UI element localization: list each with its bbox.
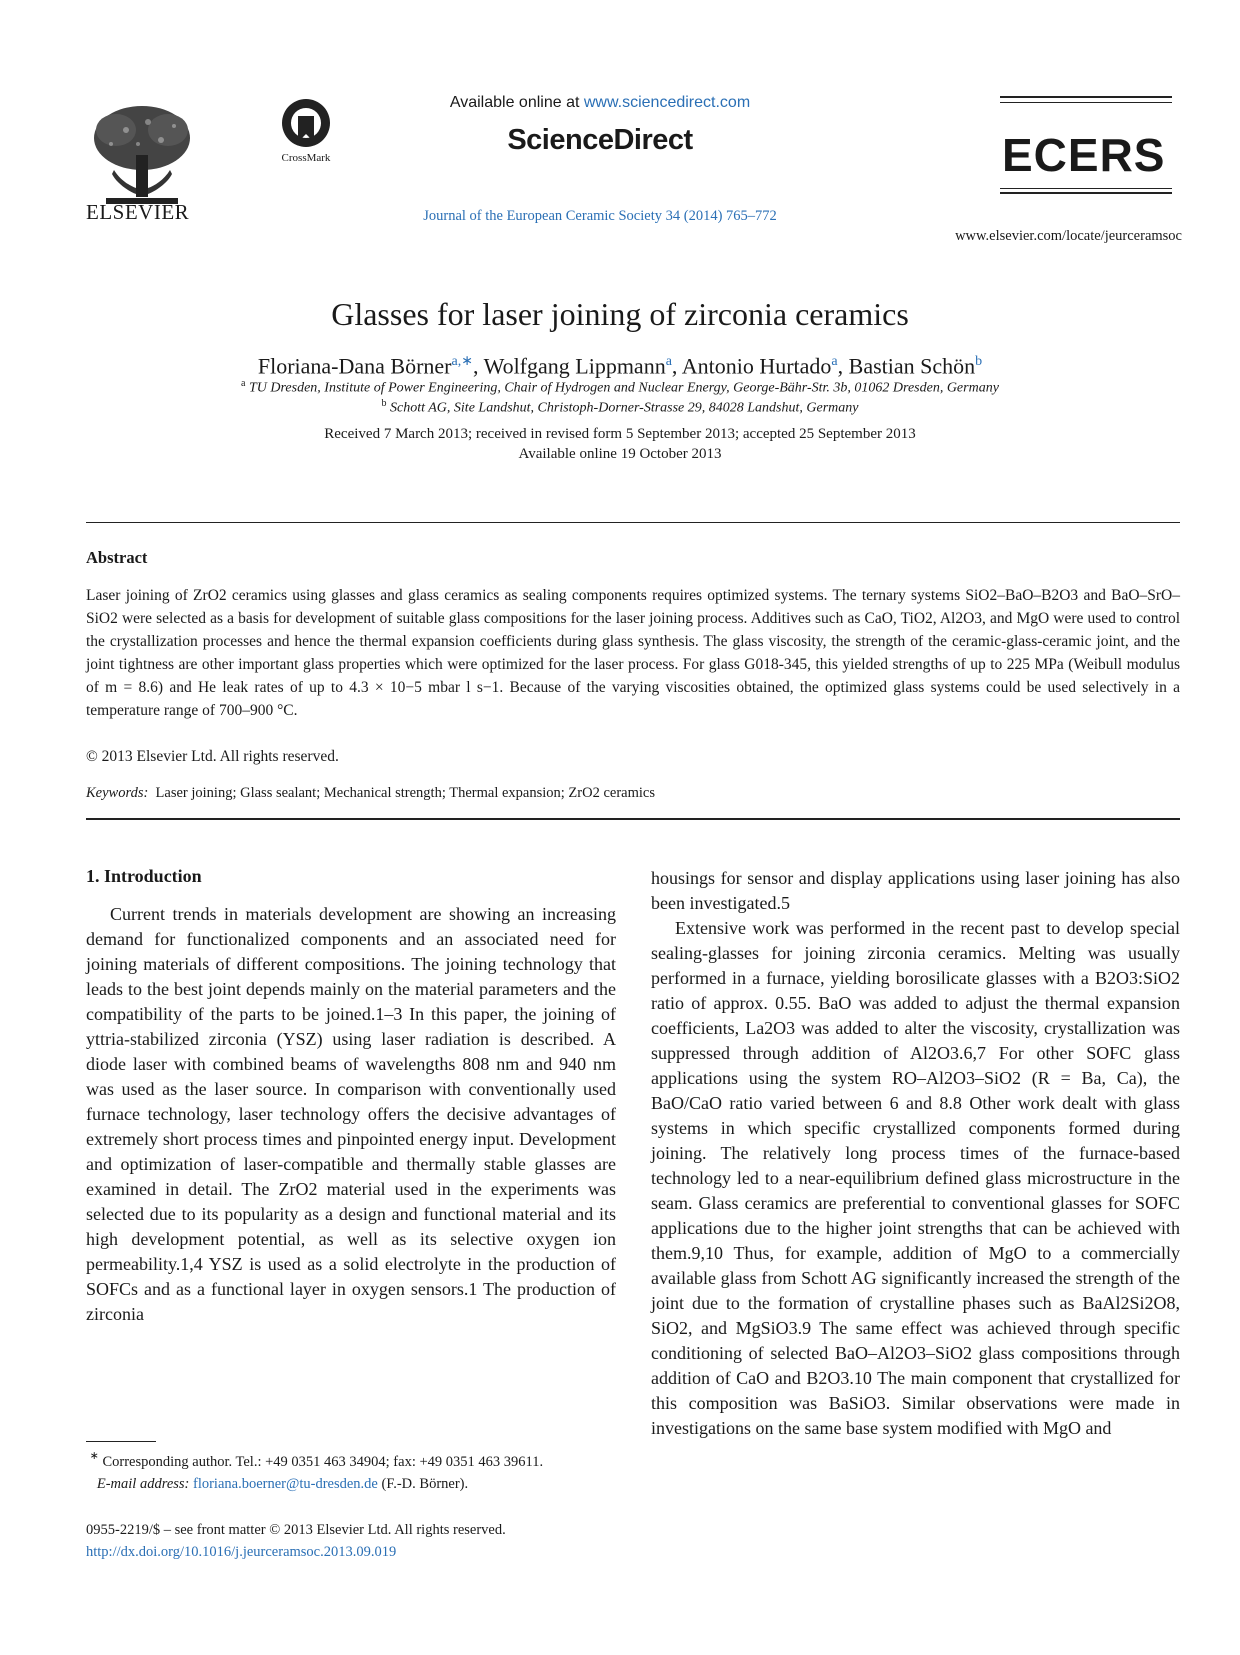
section-heading-introduction: 1. Introduction xyxy=(86,866,202,886)
elsevier-tree-logo xyxy=(86,95,198,215)
author-affil-mark[interactable]: a xyxy=(665,354,672,369)
affiliation-b: $^b$ Schott AG, Site Landshut, Christoph-Dorner-Strasse 29, 84028 Landshut, Germany xyxy=(381,398,859,416)
left-column xyxy=(86,902,616,1327)
author-affil-mark[interactable]: b xyxy=(975,354,983,369)
keywords-label: Keywords: xyxy=(86,785,149,801)
paper-title: Glasses for laser joining of zirconia ceramics xyxy=(331,296,909,332)
issn-line: 0955-2219/$ – see front matter © 2013 Elsevier Ltd. All rights reserved. xyxy=(86,1522,506,1538)
ecers-rule xyxy=(1000,96,1172,98)
ecers-rule xyxy=(1000,192,1172,194)
abstract-bottom-rule xyxy=(86,818,1180,820)
crossmark-label: CrossMark xyxy=(281,152,331,164)
abstract-heading: Abstract xyxy=(86,548,148,567)
author-list: Floriana-Dana Börner$^{a,∗}$, Wolfgang Lippmann$^a$, Antonio Hurtado$^a$, Bastian Schön$^b$ xyxy=(257,353,983,379)
author-name: Floriana-Dana Börner xyxy=(257,353,452,379)
abstract-text: Laser joining of ZrO2 ceramics using glasses and glass ceramics as sealing components requires optimized systems. The ternary systems SiO2–BaO–B2O3 and BaO–SrO–SiO2 were selected as a basis for development of suitable glass compositions for the laser joining process. Additives such as CaO, TiO2, Al2O3, and MgO were used to control the crystallization processes and hence the thermal expansion coefficients during glass synthesis. The glass viscosity, the strength of the ceramic-glass-ceramic joint, and the joint tightness are other important glass properties which were optimized for the laser process. For glass G018-345, this yielded strengths of up to 225 MPa (Weibull modulus of m = 8.6) and He leak rates of up to 4.3 × 10−5 mbar l s−1. Because of the varying viscosities obtained, the optimized glass systems could be used selectively in a temperature range of 700–900 °C. xyxy=(86,587,1180,719)
author-affil-mark[interactable]: a xyxy=(831,354,838,369)
ecers-rule xyxy=(1000,102,1172,103)
footnote-rule xyxy=(86,1441,156,1442)
ecers-society-logo: ECERS xyxy=(1002,129,1166,181)
affiliation-a: $^a$ TU Dresden, Institute of Power Engineering, Chair of Hydrogen and Nuclear Energy, George-Bähr-Str. 3b, 01062 Dresden, Germany xyxy=(241,378,999,396)
publisher-name: ELSEVIER xyxy=(86,200,190,224)
sciencedirect-logo: ScienceDirect xyxy=(507,124,693,156)
intro-paragraph-1-continued: housings for sensor and display applications using laser joining has also been investigated.5 xyxy=(651,868,1180,913)
journal-homepage-url: www.elsevier.com/locate/jeurceramsoc xyxy=(955,228,1182,244)
author-name: Wolfgang Lippmann xyxy=(483,353,666,379)
author-affil-mark[interactable]: a,∗ xyxy=(451,354,473,369)
author-name: Bastian Schön xyxy=(848,353,976,379)
crossmark-icon[interactable] xyxy=(272,96,340,152)
abstract-top-rule xyxy=(86,522,1180,523)
sciencedirect-link[interactable]: www.sciencedirect.com xyxy=(583,94,751,111)
intro-paragraph-2: Extensive work was performed in the recent past to develop special sealing-glasses for joining zirconia ceramics. Melting was usually performed in a furnace, yielding borosilicate glasses with a B2O3:SiO2 ratio of approx. 0.55. BaO was added to adjust the thermal expansion coefficients, La2O3 was added to alter the viscosity, crystallization was suppressed through addition of Al2O3.6,7 For other SOFC glass applications using the system RO–Al2O3–SiO2 (R = Ba, Ca), the BaO/CaO ratio varied between 6 and 8.8 Other work dealt with glass systems in which specific crystallized components formed during joining. The relatively long process times of the furnace-based technology led to a near-equilibrium defined glass microstructure in the seam. Glass ceramics are preferential to conventional glasses for SOFC applications due to the higher joint strengths that can be achieved with them.9,10 Thus, for example, addition of MgO to a commercially available glass from Schott AG significantly increased the strength of the joint due to the formation of crystalline phases such as BaAl2Si2O8, SiO2, and MgSiO3.9 The same effect was achieved through specific conditioning of selected BaO–Al2O3–SiO2 glass compositions through addition of CaO and B2O3.10 The main component that crystallized for this composition was BaSiO3. Similar observations were made in investigations on the same base system modified with MgO and xyxy=(651,918,1180,1438)
intro-paragraph-1: Current trends in materials development are showing an increasing demand for functionalized components and an associated need for joining materials of different compositions. The joining technology that leads to the best joint depends mainly on the material parameters and the compatibility of the parts to be joined.1–3 In this paper, the joining of yttria-stabilized zirconia (YSZ) using laser radiation is described. A diode laser with combined beams of wavelengths 808 nm and 940 nm was used as the laser source. In comparison with conventionally used furnace technology, laser technology offers the decisive advantages of extremely short process times and pinpointed energy input. Development and optimization of laser-compatible and thermally stable glasses are examined in detail. The ZrO2 material used in the experiments was selected due to its popularity as a design and functional material and its high development potential, as well as its selective oxygen ion permeability.1,4 YSZ is used as a solid electrolyte in the production of SOFCs and as a functional layer in oxygen sensors.1 The production of zirconia xyxy=(86,904,616,1324)
abstract-copyright: © 2013 Elsevier Ltd. All rights reserved. xyxy=(86,748,339,765)
corresponding-author-footnote: ∗ Corresponding author. Tel.: +49 0351 463 34904; fax: +49 0351 463 39611. E-mail address: floriana.boerner@tu-dresden.de (F.-D. Börner). xyxy=(89,1450,544,1492)
available-online-line: Available online at www.sciencedirect.com xyxy=(449,94,751,111)
received-dates: Received 7 March 2013; received in revised form 5 September 2013; accepted 25 September 2013 xyxy=(324,426,916,442)
keywords-list: Laser joining; Glass sealant; Mechanical strength; Thermal expansion; ZrO2 ceramics xyxy=(155,785,655,801)
author-email-link[interactable]: floriana.boerner@tu-dresden.de xyxy=(193,1476,378,1492)
author-name: Antonio Hurtado xyxy=(681,353,832,379)
journal-citation-link[interactable]: Journal of the European Ceramic Society 34 (2014) 765–772 xyxy=(423,208,777,224)
online-date: Available online 19 October 2013 xyxy=(518,446,722,462)
right-column xyxy=(651,866,1180,1441)
doi-link[interactable]: http://dx.doi.org/10.1016/j.jeurceramsoc.2013.09.019 xyxy=(86,1544,397,1560)
ecers-rule xyxy=(1000,188,1172,189)
front-matter xyxy=(86,1519,506,1563)
keywords-line xyxy=(86,785,655,802)
